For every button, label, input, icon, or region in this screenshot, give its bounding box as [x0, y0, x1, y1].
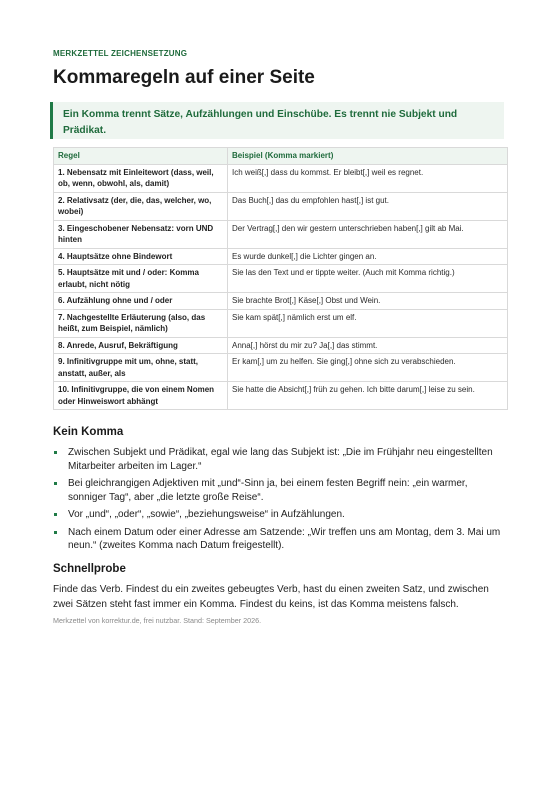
example-cell: Es wurde dunkel[,] die Lichter gingen an. — [228, 248, 508, 265]
rule-cell: 6. Aufzählung ohne und / oder — [54, 293, 228, 310]
example-cell: Ich weiß[,] dass du kommst. Er bleibt[,] weil es regnet. — [228, 164, 508, 192]
square-bullet-icon — [54, 451, 57, 454]
rule-cell: 5. Hauptsätze mit und / oder: Komma erlaubt, nicht nötig — [54, 265, 228, 293]
column-header-rule: Regel — [54, 148, 228, 165]
square-bullet-icon — [54, 482, 57, 485]
page-title: Kommaregeln auf einer Seite — [53, 67, 315, 88]
column-header-example: Beispiel (Komma markiert) — [228, 148, 508, 165]
no-comma-list — [53, 446, 507, 557]
table-row — [54, 164, 508, 192]
table-row — [54, 309, 508, 337]
footer-note: Merkzettel von korrektur.de, frei nutzbar. Stand: September 2026. — [53, 616, 262, 625]
no-comma-heading: Kein Komma — [53, 426, 124, 438]
table-row — [54, 192, 508, 220]
list-item-text: Bei gleichrangigen Adjektiven mit „und“-Sinn ja, bei einem festen Begriff nein: „ein warmer, sonniger Tag“, aber „die letzte große Reise“. — [68, 478, 468, 503]
example-cell: Er kam[,] um zu helfen. Sie ging[,] ohne sich zu verabschieden. — [228, 354, 508, 382]
table-row — [54, 265, 508, 293]
document-eyebrow: MERKZETTEL ZEICHENSETZUNG — [53, 49, 188, 58]
table-row — [54, 337, 508, 354]
example-cell: Sie las den Text und er tippte weiter. (Auch mit Komma richtig.) — [228, 265, 508, 293]
table-row — [54, 382, 508, 410]
square-bullet-icon — [54, 531, 57, 534]
list-item — [53, 446, 507, 473]
rules-table — [53, 147, 508, 410]
rule-cell: 8. Anrede, Ausruf, Bekräftigung — [54, 337, 228, 354]
rule-cell: 9. Infinitivgruppe mit um, ohne, statt, anstatt, außer, als — [54, 354, 228, 382]
rule-cell: 3. Eingeschobener Nebensatz: vorn UND hinten — [54, 220, 228, 248]
rule-cell: 4. Hauptsätze ohne Bindewort — [54, 248, 228, 265]
quick-check-text: Finde das Verb. Findest du ein zweites gebeugtes Verb, hast du einen zweiten Satz, und zwischen zwei Sätzen steht fast immer ein Komma. Findest du keins, ist das Komma meistens falsch. — [53, 584, 489, 610]
table-row — [54, 220, 508, 248]
rule-cell: 2. Relativsatz (der, die, das, welcher, wo, wobei) — [54, 192, 228, 220]
table-row — [54, 248, 508, 265]
table-header-row — [54, 148, 508, 165]
example-cell: Sie brachte Brot[,] Käse[,] Obst und Wein. — [228, 293, 508, 310]
square-bullet-icon — [54, 513, 57, 516]
rule-cell: 1. Nebensatz mit Einleitewort (dass, weil, ob, wenn, obwohl, als, damit) — [54, 164, 228, 192]
quick-check-heading: Schnellprobe — [53, 563, 126, 575]
rule-cell: 10. Infinitivgruppe, die von einem Nomen oder Hinweiswort abhängt — [54, 382, 228, 410]
example-cell: Sie hatte die Absicht[,] früh zu gehen. Ich bitte darum[,] leise zu sein. — [228, 382, 508, 410]
list-item-text: Vor „und“, „oder“, „sowie“, „beziehungsweise“ in Aufzählungen. — [68, 509, 345, 520]
table-row — [54, 293, 508, 310]
example-cell: Anna[,] hörst du mir zu? Ja[,] das stimmt. — [228, 337, 508, 354]
example-cell: Sie kam spät[,] nämlich erst um elf. — [228, 309, 508, 337]
list-item-text: Nach einem Datum oder einer Adresse am Satzende: „Wir treffen uns am Montag, dem 3. Mai um neun.“ (zweites Komma nach Datum freigestellt). — [68, 526, 501, 551]
list-item — [53, 508, 507, 522]
table-row — [54, 354, 508, 382]
example-cell: Der Vertrag[,] den wir gestern unterschrieben haben[,] gilt ab Mai. — [228, 220, 508, 248]
list-item — [53, 477, 507, 504]
example-cell: Das Buch[,] das du empfohlen hast[,] ist gut. — [228, 192, 508, 220]
list-item — [53, 526, 507, 553]
summary-callout: Ein Komma trennt Sätze, Aufzählungen und Einschübe. Es trennt nie Subjekt und Prädikat. — [50, 102, 504, 139]
list-item-text: Zwischen Subjekt und Prädikat, egal wie lang das Subjekt ist: „Die im Frühjahr neu eingestellten Mitarbeiter arbeiten im Lager.“ — [68, 447, 493, 472]
rule-cell: 7. Nachgestellte Erläuterung (also, das heißt, zum Beispiel, nämlich) — [54, 309, 228, 337]
